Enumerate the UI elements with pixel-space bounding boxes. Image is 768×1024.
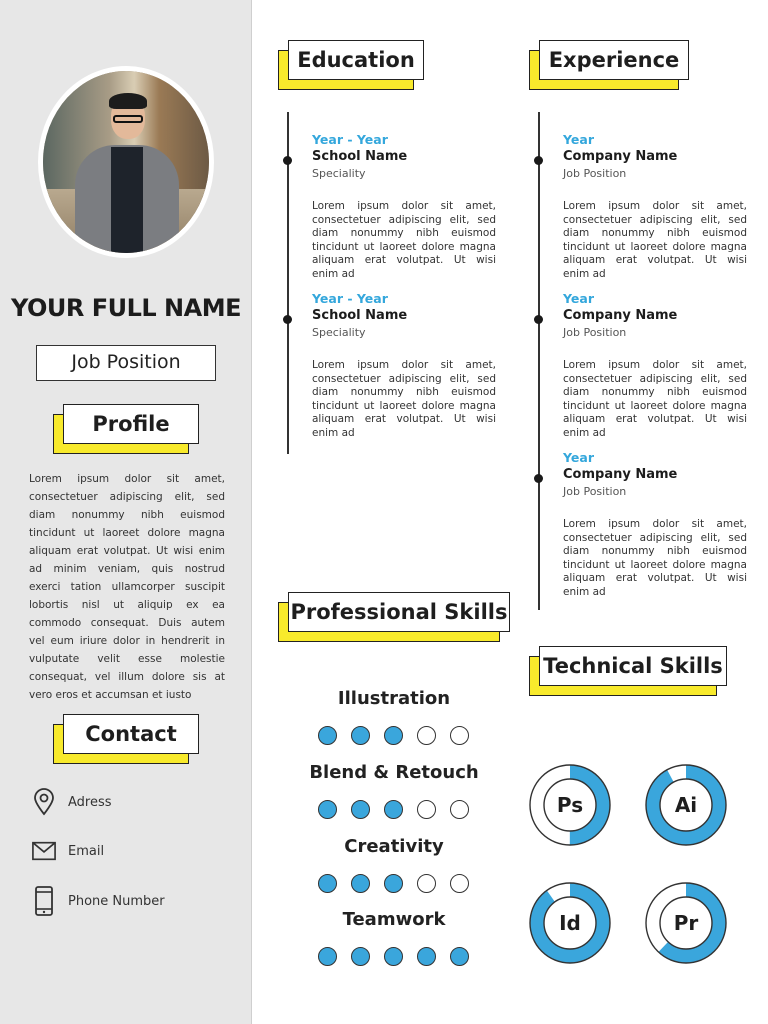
location-pin-icon [32,787,56,817]
rating-dot-filled [417,947,436,966]
tech-skill-ring [644,878,728,968]
education-heading: Education [288,40,424,80]
rating-dot-filled [351,874,370,893]
education-entry [312,132,496,281]
experience-dot [534,156,543,165]
skill-rating [318,800,469,819]
entry-year: Year - Year [312,132,388,147]
entry-sub: Job Position [563,167,627,180]
skill-rating [318,874,469,893]
job-position-box: Job Position [36,345,216,381]
professional-skills-heading-tag [278,592,510,642]
rating-dot-empty [417,726,436,745]
entry-sub: Job Position [563,326,627,339]
experience-timeline [538,112,540,610]
entry-year: Year [563,450,594,465]
entry-sub: Speciality [312,167,366,180]
entry-sub: Speciality [312,326,366,339]
phone-icon [32,886,56,916]
experience-entry [563,291,747,440]
education-entry [312,291,496,440]
entry-desc: Lorem ipsum dolor sit amet, consectetuer adipiscing elit, sed diam nonummy nibh euismod tincidunt ut laoreet dolore magna aliquam erat volutpat. Ut wisi enim ad [563,359,747,439]
experience-dot [534,474,543,483]
rating-dot-filled [450,947,469,966]
entry-desc: Lorem ipsum dolor sit amet, consectetuer adipiscing elit, sed diam nonummy nibh euismod tincidunt ut laoreet dolore magna aliquam erat volutpat. Ut wisi enim ad [563,518,747,598]
profile-photo [38,66,214,258]
experience-heading-tag [529,40,689,90]
entry-desc: Lorem ipsum dolor sit amet, consectetuer adipiscing elit, sed diam nonummy nibh euismod tincidunt ut laoreet dolore magna aliquam erat volutpat. Ut wisi enim ad [312,200,496,280]
rating-dot-empty [450,800,469,819]
contact-heading-tag [53,714,199,764]
skill-rating [318,726,469,745]
technical-skills-heading: Technical Skills [539,646,727,686]
rating-dot-filled [351,800,370,819]
skill-name: Blend & Retouch [309,762,479,783]
profile-text: Lorem ipsum dolor sit amet, consectetuer adipiscing elit, sed diam nonummy nibh euismod tincidunt ut laoreet dolore magna aliquam erat volutpat. Ut wisi enim ad minim veniam, quis nostrud exerci tation ullamcorper suscipit lobortis nisl ut aliquip ex ea commodo consequat. Duis autem vel eum iriure dolor in hendrerit in vulputate velit esse molestie consequat, vel illum dolore sis at vero eros et accumsan et iusto [29,473,225,701]
experience-heading: Experience [539,40,689,80]
contact-heading: Contact [63,714,199,754]
experience-entry [563,132,747,281]
entry-year: Year [563,132,594,147]
professional-skills-heading: Professional Skills [288,592,510,632]
contact-phone-label: Phone Number [68,893,165,909]
entry-name: School Name [312,149,408,164]
tech-skill-ring [528,878,612,968]
education-dot [283,315,292,324]
rating-dot-filled [351,947,370,966]
education-dot [283,156,292,165]
rating-dot-filled [318,800,337,819]
rating-dot-filled [384,800,403,819]
rating-dot-filled [318,874,337,893]
rating-dot-filled [384,726,403,745]
tech-skill-abbr: Ps [556,793,584,817]
entry-name: Company Name [563,467,678,482]
education-heading-tag [278,40,424,90]
tech-skill-ring [644,760,728,850]
profile-heading: Profile [63,404,199,444]
rating-dot-empty [417,800,436,819]
technical-skills-heading-tag [529,646,727,696]
entry-name: School Name [312,308,408,323]
sidebar [0,0,252,1024]
tech-skill-ring [528,760,612,850]
rating-dot-filled [384,947,403,966]
entry-year: Year - Year [312,291,388,306]
skill-rating [318,947,469,966]
envelope-icon [32,836,56,866]
tech-skill-abbr: Id [559,911,581,935]
skill-name: Creativity [344,836,444,857]
full-name: YOUR FULL NAME [10,294,241,322]
entry-name: Company Name [563,308,678,323]
rating-dot-empty [450,874,469,893]
entry-name: Company Name [563,149,678,164]
contact-address [32,787,112,817]
entry-year: Year [563,291,594,306]
skill-name: Teamwork [342,909,446,930]
contact-email-label: Email [68,843,105,859]
entry-desc: Lorem ipsum dolor sit amet, consectetuer adipiscing elit, sed diam nonummy nibh euismod tincidunt ut laoreet dolore magna aliquam erat volutpat. Ut wisi enim ad [563,200,747,280]
entry-sub: Job Position [563,485,627,498]
contact-email [32,836,104,866]
entry-desc: Lorem ipsum dolor sit amet, consectetuer adipiscing elit, sed diam nonummy nibh euismod tincidunt ut laoreet dolore magna aliquam erat volutpat. Ut wisi enim ad [312,359,496,439]
rating-dot-empty [450,726,469,745]
rating-dot-empty [417,874,436,893]
rating-dot-filled [384,874,403,893]
contact-address-label: Adress [68,794,112,810]
tech-skill-abbr: Ai [674,793,698,817]
experience-entry [563,450,747,599]
rating-dot-filled [318,726,337,745]
rating-dot-filled [351,726,370,745]
skill-name: Illustration [337,688,451,709]
tech-skill-abbr: Pr [673,911,699,935]
rating-dot-filled [318,947,337,966]
contact-phone [32,886,165,916]
experience-dot [534,315,543,324]
profile-heading-tag [53,404,199,454]
